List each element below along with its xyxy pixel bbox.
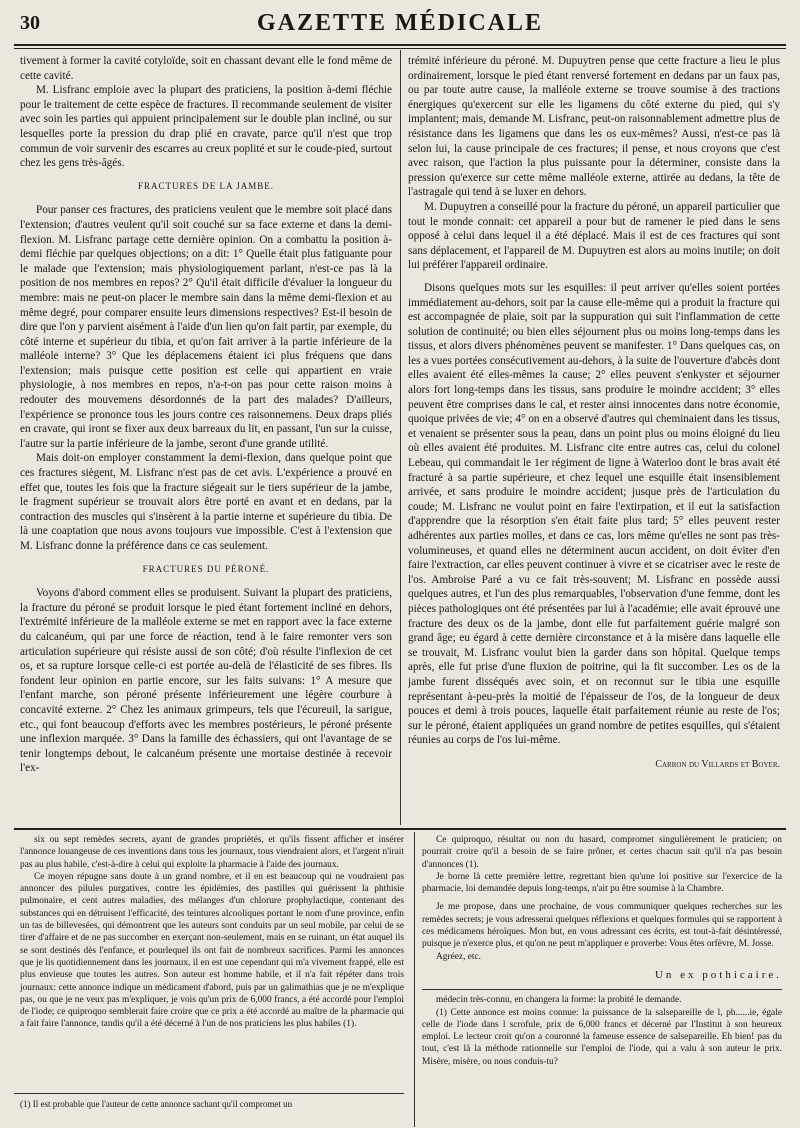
paragraph-moyen: Ce moyen répugne sans doute à un grand nombre, et il en est beaucoup qui ne voudraient pas annoncer des pilules purgatives, contre les épidémies, des pastilles qui guérissent la phthisie pulmonaire, et cent autres maladies, des mélanges d'un chlorure prophylactique, contenant des substances qui en détruisent l'efficacité, des teintures alcooliques portant le nom d'une province, enfin un tas de billevesées, qui démontrent que les auteurs sont conduits par un seul mobile, par celui de se tirer d'affaire et de ne pas succomber en exerçant non-seulement, mais en se ruinant, un état auquel ils se sont destinés dès l'enfance, et pourlequel ils ont fait de nombreux sacrifices. Parmi les annonces que je lis quotidiennement dans les journaux, il en est une cependant qui m'a vivement frappé, elle est plus envieuse que toutes les autres. Son auteur est homme habile, et il n'a fait répéter dans trois journaux: cette annonce indique un médicament d'abord, puis par un galimathias que je ne m'explique pas, ou que je ne veux pas m'expliquer, je vois qu'un prix de 6,000 francs, a été accordé pour l'emploi de l'iode; ce quiproquo semblerait faire croire que ce prix a été accordé au maître de la pharmacie qui a fait faire l'annonce, tandis qu'il a été décerné à l'un de nos praticiens les plus habiles (1). — [20, 871, 404, 1030]
paragraph-quiproquo: Ce quiproquo, résultat ou non du hasard, compromet singulièrement le praticien; on pourrait croire qu'il a besoin de se faire prôner, et certes chacun sait qu'il n'a pas besoin d'annonces (1). — [422, 835, 782, 870]
header-rule — [14, 44, 786, 46]
right-column — [408, 54, 780, 824]
page-number: 30 — [20, 12, 40, 34]
section-heading-perone: FRACTURES DU PÉRONÉ. — [142, 563, 270, 574]
footnote-separator — [422, 989, 782, 990]
bottom-right-column — [422, 834, 782, 1124]
paragraph-six-remedes: six ou sept remèdes secrets, ayant de grandes propriétés, et qu'ils fissent afficher et insérer l'annonce louangeuse de ces inventions dans tous les journaux, tous viendraient alors, et l'argent n'irait pas au plus habile, c'est-à-dire à celui qui exploite la pharmacie à l'aide des journaux. — [20, 835, 404, 870]
closing-agreez: Agréez, etc. — [436, 951, 482, 962]
section-rule — [14, 828, 786, 830]
paragraph-intro: tivement à former la cavité cotyloïde, soit en chassant devant elle le fond même de cette cavité. — [20, 55, 392, 82]
paragraph-propose: Je me propose, dans une prochaine, de vous communiquer quelques recherches sur les remèdes secrets; je vous adresserai quelques réflexions et quelques formules qui se rapportent à ces médicamens héroïques. Mon but, en vous adressant ces écrits, est tout-à-fait désintéressé, puisque je n'exerce plus, et qu'on ne peut m'appliquer e proverbe: Vous êtes orfèvre, M. Josse. — [422, 902, 782, 950]
paragraph-medecin: médecin très-connu, en changera la forme: la probité le demande. — [436, 995, 682, 1006]
footnote-left: (1) Il est probable que l'auteur de cette annonce sachant qu'il compromet un — [20, 1099, 293, 1109]
article-signature: Carron du Villards et Boyer. — [655, 758, 780, 770]
paragraph-tremite: trémité inférieure du péroné. M. Dupuytren pense que cette fracture a lieu le plus ordinairement, lorsque le pied étant renversé fortement en dedans par un faux pas, ou par toute autre cause, la malléole externe se trouve soumise à des tractions énergiques qu'exercent sur elle les ligamens du côté externe du pied, qui s'y implantent; mais, demande M. Lisfranc, peut-on raisonnablement admettre plus de résistance dans les ligamens que dans les os eux-mêmes? Aussi, n'est-ce pas là selon lui, la cause principale de ces fractures; il pense, et nous croyons que c'est avec raison, que l'action la plus puissante pour la déterminer, consiste dans la pression qu'exerce sur cette même malléole externe, attirée au dedans, la tête de l'astragale qui tend à se luxer en dehors. — [408, 55, 780, 199]
paragraph-voyons: Voyons d'abord comment elles se produisent. Suivant la plupart des praticiens, la fracture du péroné se produit lorsque le pied étant fortement incliné en dehors, l'extrémité inférieure de la malléole externe se met en rapport avec la face externe du calcanéum, qui par une force de réaction, tend à le faire remonter vers son articulation supérieure qui résiste aussi de son côté; d'où résulte l'inflexion de cet os, et sa rupture lorsque celle-ci est portée au-delà de l'élasticité de ses fibres. Ils fondent leur opinion en partie encore, sur les faits suivans: 1° A mesure que l'enfant marche, son péroné présente inférieurement une légère courbure à concavité externe. 2° Chez les animaux grimpeurs, tels que l'écureuil, la sarigue, etc., qui font beaucoup d'efforts avec les membres postérieurs, le péroné présente une inflexion marquée. 3° Dans la famille des échassiers, qui ont l'avantage de se tenir longtemps debout, le calcanéum présente une mortaise destinée à recevoir l'ex- — [20, 587, 392, 775]
footnote-rule — [14, 1093, 404, 1094]
page-title: GAZETTE MÉDICALE — [256, 10, 544, 36]
paragraph-borne: Je borne là cette première lettre, regrettant bien qu'une loi positive sur l'exercice de la pharmacie, loi demandée depuis long-temps, n'ait pu être soumise à la Chambre. — [422, 871, 782, 895]
section-heading-jambe: FRACTURES DE LA JAMBE. — [137, 180, 275, 191]
header-rule-thin — [14, 48, 786, 49]
paragraph-panser: Pour panser ces fractures, des praticiens veulent que le membre soit placé dans l'extension; d'autres veulent qu'il soit couché sur sa face externe et dans la demi-flexion. M. Lisfranc partage cette dernière opinion. On a combattu la position à-demi fléchie par quelques objections; on a dit: 1° Quelle était plus fatiguante pour le malade que l'extension; mais physiologiquement parlant, n'est-ce pas là la position de nos membres en repos? 2° Qu'il était difficile d'évaluer la longueur du membre: mais ne peut-on placer le membre sain dans la même demi-flexion et au même degré, pour comparer ensuite leurs dimensions respectives? Est-il besoin de dire que l'on y parvient aisément à l'aide d'un lien qu'on fait partir, par exemple, du côté interne et supérieur du tibia, et qu'on fait arriver à la partie inférieure de la malléole interne? 3° Que les déplacemens étaient ici plus fréquens que dans l'extension; mais puisque cette position est celle qui appartient en vraie physiologie, à nos membres en repos, n'a-t-on pas pour cette raison moins à redouter des mouvemens désordonnés de la part des malades? D'ailleurs, l'expérience se prononce tous les jours contre ces raisonnemens. Deux draps pliés en cravate, qui iront se fixer aux deux barreaux du lit, en passant, l'un sur la cuisse, l'autre sur la partie inférieure de la jambe, seront d'une grande utilité. — [20, 204, 392, 450]
paragraph-lisfranc: M. Lisfranc emploie avec la plupart des praticiens, la position à-demi fléchie pour le traitement de cette espèce de fractures. Il recommande seulement de visiter avec soin les parties qui appuient principalement sur le double plan incliné, ou sur lesquelles porte la pression du drap plié en cravate, parce qu'il n'est que trop commun de voir survenir des escarres au creux poplité et sur le coude-pied, surtout chez les gens très-âgés. — [20, 84, 392, 170]
column-divider — [400, 50, 401, 825]
paragraph-doit: Mais doit-on employer constamment la demi-flexion, dans quelque point que ces fractures siègent, M. Lisfranc n'est pas de cet avis. L'expérience a prouvé en effet que, toutes les fois que la fracture siégeait sur le tiers supérieur de la jambe, le fragment supérieur se trouvait alors être porté en avant et en dedans, par la contraction des muscles qui s'insèrent à la partie interne et supérieure du tibia. De là une coaptation que nous avons toujours vue impossible. C'est à l'extension que M. Lisfranc donne la préférence dans ce cas seulement. — [20, 452, 392, 552]
bottom-left-column — [20, 834, 404, 1092]
paragraph-dupuytren: M. Dupuytren a conseillé pour la fracture du péroné, un appareil particulier que tout le monde connait: cet appareil a pour but de ramener le pied dans le sens opposé à celui dans lequel il a été déplacé. Mais il est de ces fractures qui sont sans déplacement, et l'appareil de M. Dupuytren est alors au moins inutile; on doit lui préférer l'appareil ordinaire. — [408, 200, 780, 272]
bottom-column-divider — [414, 832, 415, 1127]
page-header — [14, 8, 786, 42]
left-column — [20, 54, 392, 824]
letter-signature: Un ex pothicaire. — [654, 968, 782, 981]
paragraph-esquilles: Disons quelques mots sur les esquilles: il peut arriver qu'elles soient portées immédiatement au-dehors, soit par la cause elle-même qui a produit la fracture qui est accompagnée de plaie, soit par la suppuration qui suit l'inflammation de cette solution de continuité; ou bien elles séjournent plus ou moins long-temps dans les tissus, et alors divers phénomènes peuvent se manifester. 1° Dans quelques cas, on les a vues portées consécutivement au-dehors, à la suite de l'ouverture d'abcès dont elles avaient été elles-mêmes la cause; 2° elles peuvent s'enkyster et séjourner alors fort long-temps dans les tissus, sans produire le moindre accident; 3° elles peuvent être comprises dans le cal, et rester ainsi innocentes dans notre économie, quoique privées de vie; 4° on en a observé d'autres qui cheminaient dans les tissus, et venaient se présenter sous la peau, dans un point plus ou moins éloigné du lieu où elles avaient été produites. M. Lisfranc cite entre autres cas, celui du colonel Lebeau, qui commandait le 1er régiment de ligne à Waterloo dont le bras avait été fracturé à sa partie supérieure, et chez lequel une esquille était insensiblement arrivée, et sans produire le moindre accident; jusque près de l'articulation du coude; M. Lisfranc ne voulut point en faire l'extirpation, et il eut la satisfaction d'apprendre que la résorption s'en était faite plus tard; 5° elles peuvent rester adhérentes aux parties molles, et dans ce cas, lors même qu'elles ne sont pas très-volumineuses, et quand elles ne déterminent aucun accident, on doit éviter d'en faire l'extraction, car elles peuvent continuer à vivre et se cicatriser avec le reste de l'os. Ambroise Paré a vu ce fait très-souvent; M. Lisfranc en possède aussi quelques autres, et l'un des plus remarquables, l'observation d'une femme, dont les pièces pathologiques ont été présentées par lui à l'académie; elle avait éprouvé une fracture des deux os de la jambe, dont elle fut parfaitement guérie malgré son grand âge; eu égard à cette dernière circonstance et à la misère dans laquelle elle se trouvait, M. Lisfranc voulut bien la garder dans son hôpital. Quelque temps après, elle fut prise d'une fluxion de poitrine, qui la fit succomber. Les os de la jambe furent disséqués avec soin, et on reconnut sur le tibia une esquille représentant à-peu-près la moitié de l'épaisseur de l'os, de la longueur de deux pouces et demi à trois pouces, laquelle était parfaitement réunie au reste de l'os; sur le péroné, étaient appliquées un grand nombre de petites esquilles, qui s'étaient réunies au corps de l'os lui-même. — [408, 281, 780, 747]
footnote-note: (1) Cette annonce est moins connue: la puissance de la salsepareille de l, ph......ie, égale celle de l'iode dans l scrofule, prix de 6,000 francs et décerné par l'Institut à son heureux emploi. Le lecteur croit qu'on a couronné la fameuse essence de salsepareille. Eh bien! pas du tout, c'est là la méthode rationnelle sur l'emploi de l'iode, qui a valu à son auteur le prix. Misère, misère, ou nous conduis-tu? — [422, 1007, 782, 1067]
